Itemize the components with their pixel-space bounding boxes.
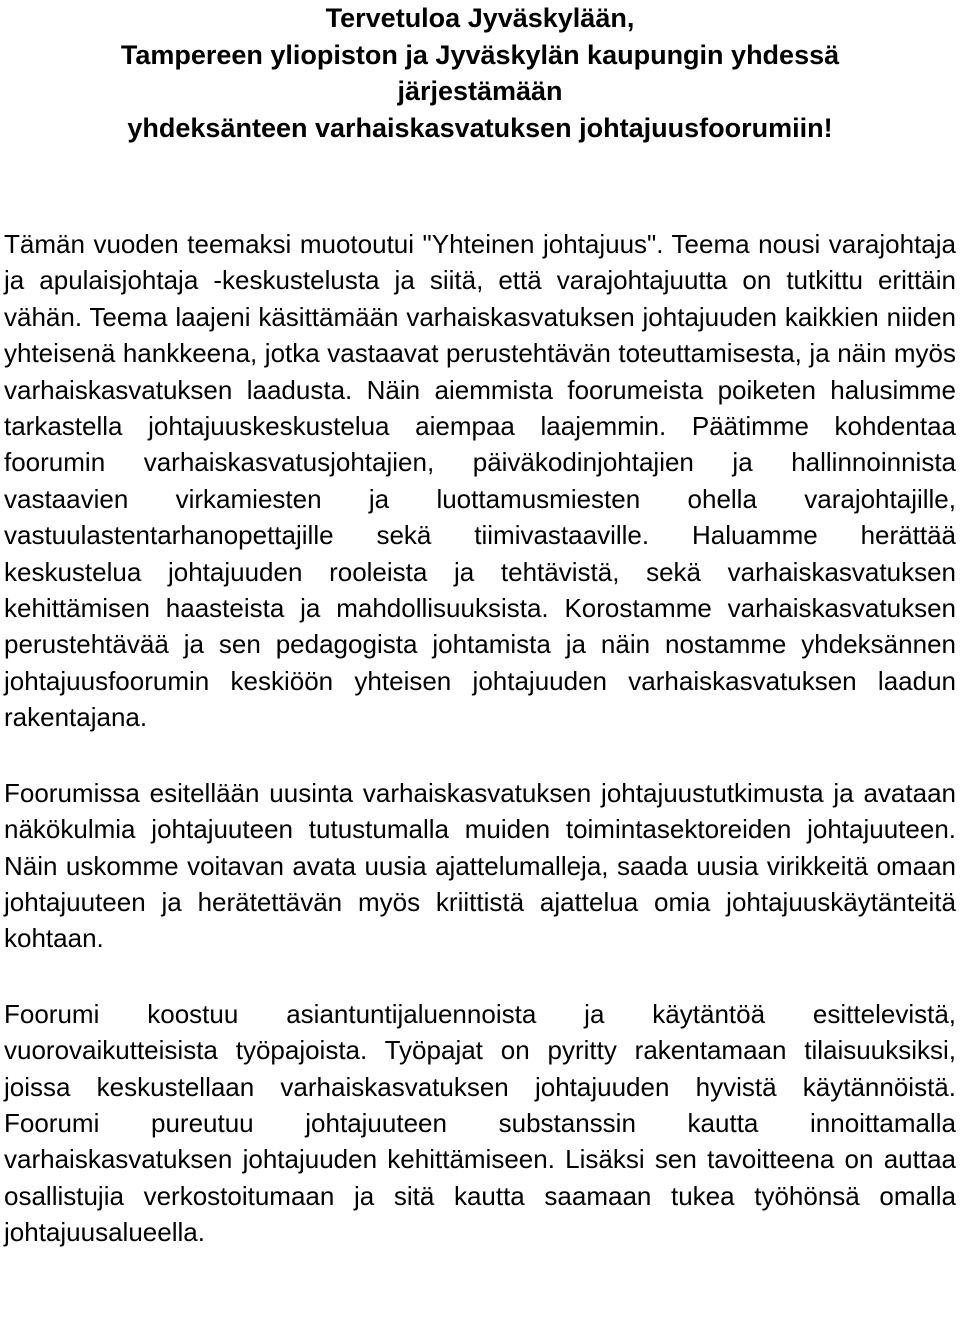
intro-paragraph: Tämän vuoden teemaksi muotoutui "Yhteinen johtajuus". Teema nousi varajohtaja ja apulaisjohtaja -keskustelusta ja siitä, että varajohtajuutta on tutkittu erittäin vähän. Teema laajeni käsittämään varhaiskasvatuksen johtajuuden kaikkien niiden yhteisenä hankkeena, jotka vastaavat perustehtävän toteuttamisesta, ja näin myös varhaiskasvatuksen laadusta. Näin aiemmista foorumeista poiketen halusimme tarkastella johtajuuskeskustelua aiempaa laajemmin. Päätimme kohdentaa foorumin varhaiskasvatusjohtajien, päiväkodinjohtajien ja hallinnoinnista vastaavien virkamiesten ja luottamusmiesten ohella varajohtajille, vastuulastentarhanopettajille sekä tiimivastaaville. Haluamme herättää keskustelua johtajuuden rooleista ja tehtävistä, sekä varhaiskasvatuksen kehittämisen haasteista ja mahdollisuuksista. Korostamme varhaiskasvatuksen perustehtävää ja sen pedagogista johtamista ja näin nostamme yhdeksännen johtajuusfoorumin keskiöön yhteisen johtajuuden varhaiskasvatuksen laadun rakentajana. xyxy=(4,229,956,733)
title-line: järjestämään xyxy=(397,76,563,106)
forum-content-paragraph: Foorumissa esitellään uusinta varhaiskasvatuksen johtajuustutkimusta ja avataan näkökulmia johtajuuteen tutustumalla muiden toimintasektoreiden johtajuuteen. Näin uskomme voitavan avata uusia ajattelumalleja, saada uusia virikkeitä omaan johtajuuteen ja herätettävän myös kriittistä ajattelua omia johtajuuskäytänteitä kohtaan. xyxy=(4,777,956,954)
title-line: Tervetuloa Jyväskylään, xyxy=(325,3,635,33)
title-line: Tampereen yliopiston ja Jyväskylän kaupungin yhdessä xyxy=(120,39,840,70)
forum-structure-paragraph: Foorumi koostuu asiantuntijaluennoista ja käytäntöä esittelevistä, vuorovaikutteisista työpajoista. Työpajat on pyritty rakentamaan tilaisuuksiksi, joissa keskustellaan varhaiskasvatuksen johtajuuden hyvistä käytännöistä. Foorumi pureutuu johtajuuteen substanssin kautta innoittamalla varhaiskasvatuksen johtajuuden kehittämiseen. Lisäksi sen tavoitteena on auttaa osallistujia verkostoitumaan ja sitä kautta saamaan tukea työhönsä omalla johtajuusalueella. xyxy=(4,998,956,1248)
page-title xyxy=(4,0,956,146)
title-line: yhdeksänteen varhaiskasvatuksen johtajuusfoorumiin! xyxy=(127,112,833,143)
